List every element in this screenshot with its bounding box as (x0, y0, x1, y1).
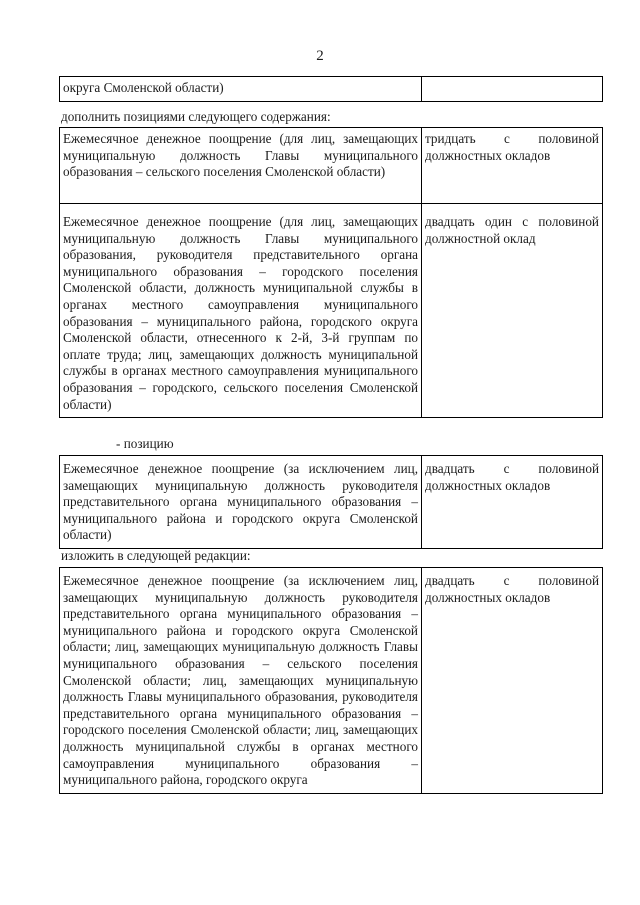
table-row (60, 568, 603, 794)
table-added-positions (59, 127, 600, 418)
row4-value: двадцать с половиной должностных окладов (422, 568, 603, 794)
table-position-grid (59, 455, 603, 549)
table-new-edition-grid (59, 567, 603, 794)
row1-description: Ежемесячное денежное поощрение (для лиц, замещающих муниципальную должность Главы муниципального образования – сельского поселения Смоленской области) (60, 128, 422, 204)
table-top (59, 76, 603, 102)
table-row (60, 128, 603, 204)
position-text: - позицию (116, 436, 174, 451)
row0-description: округа Смоленской области) (60, 77, 422, 102)
row0-value (422, 77, 603, 102)
table-row (60, 456, 603, 549)
restate-text: изложить в следующей редакции: (61, 548, 251, 563)
row2-description: Ежемесячное денежное поощрение (для лиц, замещающих муниципальную должность Главы муниципального образования, руководителя представительного органа муниципального образования – городского поселения Смоленской области, должность муниципальной службы в органах местного самоуправления муниципального образования – муниципального района, городского округа Смоленской области, отнесенного к 2-й, 3-й группам по оплате труда; лиц, замещающих должность муниципальной службы в органах местного самоуправления муниципального образования – городского, сельского поселения Смоленской области) (60, 204, 422, 418)
table-added (59, 127, 603, 418)
row3-description: Ежемесячное денежное поощрение (за исключением лиц, замещающих муниципальную должность руководителя представительного органа муниципального образования – муниципального района и городского округа Смоленской области) (60, 456, 422, 549)
row2-value: двадцать один с половиной должностной оклад (422, 204, 603, 418)
row3-value: двадцать с половиной должностных окладов (422, 456, 603, 549)
table-new-edition (59, 567, 600, 794)
table-position (59, 455, 600, 549)
table-fragment-top (59, 76, 600, 102)
row4-description: Ежемесячное денежное поощрение (за исключением лиц, замещающих муниципальную должность руководителя представительного органа муниципального образования – муниципального района и городского округа Смоленской области; лиц, замещающих муниципальную должность Главы муниципального образования – сельского поселения Смоленской области; лиц, замещающих муниципальную должность Главы муниципального образования, руководителя представительного органа муниципального образования – городского поселения Смоленской области; лиц, замещающих должность муниципальной службы в органах местного самоуправления муниципального образования – муниципального района, городского округа (60, 568, 422, 794)
table-row (60, 77, 603, 102)
table-row (60, 204, 603, 418)
page-number: 2 (316, 48, 324, 64)
row1-value: тридцать с половиной должностных окладов (422, 128, 603, 204)
add-positions-text: дополнить позициями следующего содержания: (61, 109, 331, 124)
